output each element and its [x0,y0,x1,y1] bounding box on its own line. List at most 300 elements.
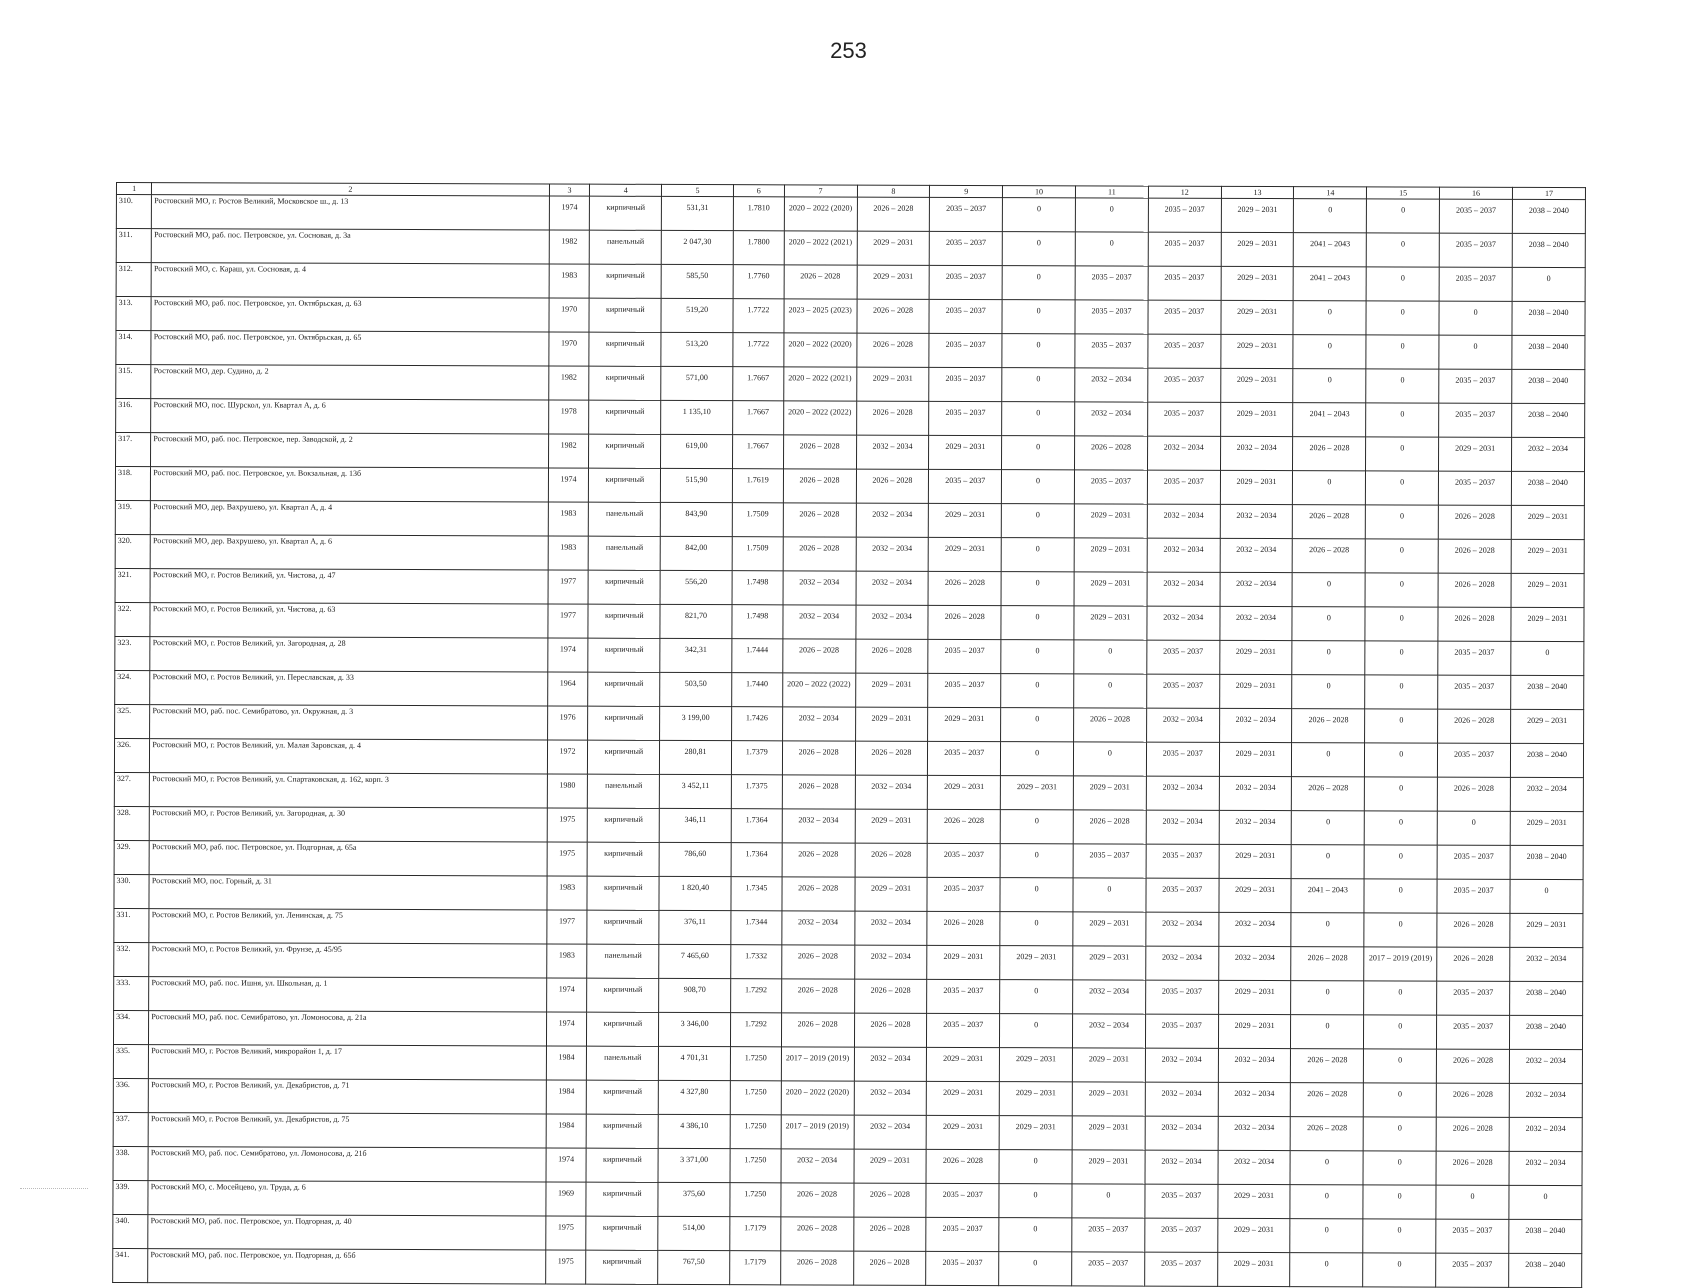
cell-area: 7 465,60 [659,944,731,978]
cell-wall-material: кирпичный [587,978,659,1012]
cell-period-9: 2029 – 2031 [929,503,1002,537]
cell-row-number: 336. [113,1078,148,1112]
cell-period-7: 2020 – 2022 (2020) [784,197,857,231]
cell-period-10: 0 [1000,844,1073,878]
cell-period-10: 0 [1001,572,1074,606]
cell-period-12: 2032 – 2034 [1145,1048,1218,1082]
cell-period-12: 2035 – 2037 [1148,198,1221,232]
column-number-8: 8 [857,185,930,197]
cell-area: 3 452,11 [660,774,732,808]
cell-period-8: 2032 – 2034 [854,911,927,945]
cell-period-15: 0 [1364,981,1437,1015]
cell-row-number: 332. [114,942,149,976]
cell-period-17: 2038 – 2040 [1510,743,1583,777]
cell-priority-index: 1.7810 [733,197,784,231]
cell-period-16: 2035 – 2037 [1437,879,1510,913]
cell-period-9: 2035 – 2037 [930,231,1003,265]
cell-period-11: 2029 – 2031 [1072,1048,1145,1082]
cell-period-7: 2026 – 2028 [781,945,854,979]
cell-row-number: 311. [116,229,151,263]
cell-wall-material: кирпичный [588,842,660,876]
cell-period-8: 2026 – 2028 [855,639,928,673]
cell-period-17: 2038 – 2040 [1509,1015,1582,1049]
cell-period-11: 2032 – 2034 [1072,1014,1145,1048]
table-row [114,908,1583,947]
cell-wall-material: кирпичный [586,1182,658,1216]
table-row [116,433,1585,472]
cell-row-number: 338. [113,1146,148,1180]
cell-area: 908,70 [659,978,731,1012]
cell-period-13: 2032 – 2034 [1218,946,1291,980]
cell-priority-index: 1.7345 [731,877,782,911]
cell-period-12: 2035 – 2037 [1147,470,1220,504]
cell-period-10: 0 [1001,674,1074,708]
cell-wall-material: кирпичный [588,604,660,638]
cell-row-number: 321. [115,568,150,602]
cell-priority-index: 1.7179 [730,1251,781,1285]
cell-period-14: 0 [1292,845,1365,879]
cell-period-14: 2026 – 2028 [1293,437,1366,471]
cell-row-number: 323. [115,636,150,670]
cell-period-14: 0 [1294,199,1367,233]
table-row [115,602,1584,641]
cell-period-12: 2032 – 2034 [1145,1116,1218,1150]
cell-period-10: 0 [1001,538,1074,572]
cell-period-16: 2035 – 2037 [1439,199,1512,233]
cell-period-13: 2029 – 2031 [1219,640,1292,674]
cell-area: 513,20 [661,332,733,366]
cell-period-9: 2035 – 2037 [929,299,1002,333]
cell-period-9: 2029 – 2031 [927,945,1000,979]
cell-period-8: 2029 – 2031 [854,1149,927,1183]
cell-address: Ростовский МО, раб. пос. Петровское, ул. Подгорная, д. 65а [149,841,546,876]
cell-period-17: 2038 – 2040 [1510,845,1583,879]
scan-mark [20,1188,88,1189]
cell-address: Ростовский МО, г. Ростов Великий, ул. Загородная, д. 28 [150,637,547,672]
cell-period-13: 2029 – 2031 [1221,300,1294,334]
cell-period-16: 2026 – 2028 [1437,777,1510,811]
cell-period-16: 2029 – 2031 [1439,437,1512,471]
cell-address: Ростовский МО, раб. пос. Семибратово, ул. Окружная, д. 3 [150,705,547,740]
cell-priority-index: 1.7800 [733,231,784,265]
table-row [114,772,1583,811]
cell-period-10: 0 [1000,878,1073,912]
cell-period-11: 0 [1074,640,1147,674]
cell-period-10: 0 [999,1184,1072,1218]
cell-period-7: 2026 – 2028 [780,1251,853,1285]
cell-period-12: 2032 – 2034 [1147,538,1220,572]
cell-row-number: 335. [113,1044,148,1078]
cell-period-11: 0 [1073,742,1146,776]
cell-area: 767,50 [658,1250,730,1284]
cell-address: Ростовский МО, раб. пос. Семибратово, ул. Ломоносова, д. 21б [148,1147,545,1182]
cell-period-14: 0 [1293,335,1366,369]
cell-wall-material: панельный [587,1046,659,1080]
cell-period-14: 2026 – 2028 [1291,1117,1364,1151]
column-number-4: 4 [590,184,662,196]
cell-period-7: 2026 – 2028 [781,979,854,1013]
cell-period-10: 2029 – 2031 [999,1082,1072,1116]
cell-row-number: 337. [113,1112,148,1146]
cell-address: Ростовский МО, г. Ростов Великий, ул. Декабристов, д. 75 [148,1113,545,1148]
page-number: 253 [830,38,867,63]
cell-period-7: 2026 – 2028 [783,469,856,503]
cell-period-8: 2032 – 2034 [856,435,929,469]
cell-period-15: 0 [1364,845,1437,879]
cell-period-13: 2032 – 2034 [1220,504,1293,538]
cell-row-number: 322. [115,602,150,636]
column-number-12: 12 [1148,186,1221,198]
cell-row-number: 330. [114,874,149,908]
cell-period-9: 2035 – 2037 [928,741,1001,775]
cell-priority-index: 1.7364 [731,843,782,877]
cell-period-9: 2035 – 2037 [927,877,1000,911]
cell-period-9: 2029 – 2031 [928,775,1001,809]
cell-period-13: 2029 – 2031 [1218,980,1291,1014]
cell-build-year: 1982 [549,230,590,264]
cell-address: Ростовский МО, г. Ростов Великий, ул. Спартаковская, д. 162, корп. 3 [150,773,547,808]
cell-period-15: 0 [1365,811,1438,845]
cell-period-12: 2035 – 2037 [1146,742,1219,776]
cell-address: Ростовский МО, раб. пос. Семибратово, ул. Ломоносова, д. 21а [149,1011,546,1046]
table-row [113,1078,1582,1117]
cell-wall-material: кирпичный [586,1216,658,1250]
cell-wall-material: кирпичный [587,876,659,910]
cell-wall-material: кирпичный [589,366,661,400]
cell-address: Ростовский МО, г. Ростов Великий, Московское ш., д. 13 [152,195,549,230]
cell-period-12: 2032 – 2034 [1147,504,1220,538]
cell-period-13: 2029 – 2031 [1217,1252,1290,1286]
cell-period-7: 2026 – 2028 [783,503,856,537]
cell-wall-material: панельный [587,944,659,978]
cell-area: 1 820,40 [659,876,731,910]
cell-row-number: 325. [115,704,150,738]
cell-period-11: 2029 – 2031 [1074,504,1147,538]
cell-wall-material: панельный [589,502,661,536]
table-row [113,1248,1582,1287]
column-number-14: 14 [1294,187,1367,199]
cell-period-10: 0 [1000,810,1073,844]
cell-area: 4 327,80 [658,1080,730,1114]
cell-period-8: 2026 – 2028 [853,1251,926,1285]
cell-period-10: 0 [999,1150,1072,1184]
cell-build-year: 1983 [546,944,587,978]
cell-period-15: 0 [1366,437,1439,471]
cell-period-14: 0 [1292,743,1365,777]
cell-period-14: 0 [1291,1015,1364,1049]
table-row [113,1112,1582,1151]
cell-period-8: 2032 – 2034 [854,1081,927,1115]
cell-period-9: 2026 – 2028 [927,911,1000,945]
cell-address: Ростовский МО, дер. Вахрушево, ул. Квартал А, д. 6 [150,535,547,570]
cell-period-14: 2026 – 2028 [1291,1049,1364,1083]
cell-build-year: 1977 [548,570,589,604]
cell-period-8: 2026 – 2028 [856,401,929,435]
table-row [116,263,1585,302]
cell-period-7: 2032 – 2034 [781,1149,854,1183]
cell-period-11: 2029 – 2031 [1072,1116,1145,1150]
cell-period-13: 2032 – 2034 [1218,1150,1291,1184]
cell-period-15: 0 [1365,743,1438,777]
cell-period-7: 2026 – 2028 [782,843,855,877]
cell-period-15: 0 [1365,607,1438,641]
cell-build-year: 1969 [546,1182,587,1216]
cell-row-number: 328. [114,806,149,840]
cell-address: Ростовский МО, раб. пос. Петровское, ул. Октябрьская, д. 65 [151,331,548,366]
cell-period-13: 2032 – 2034 [1218,1082,1291,1116]
cell-period-15: 0 [1364,913,1437,947]
cell-area: 519,20 [661,298,733,332]
cell-period-17: 2029 – 2031 [1511,607,1584,641]
cell-period-11: 2029 – 2031 [1073,912,1146,946]
cell-period-17: 2038 – 2040 [1510,981,1583,1015]
cell-priority-index: 1.7344 [731,911,782,945]
cell-period-8: 2029 – 2031 [856,367,929,401]
cell-area: 619,00 [661,434,733,468]
cell-period-12: 2032 – 2034 [1146,946,1219,980]
cell-period-9: 2029 – 2031 [927,1081,1000,1115]
cell-period-14: 2041 – 2043 [1291,879,1364,913]
cell-period-10: 0 [1000,980,1073,1014]
cell-address: Ростовский МО, раб. пос. Петровское, ул. Вокзальная, д. 13б [151,467,548,502]
cell-period-14: 0 [1292,607,1365,641]
cell-priority-index: 1.7250 [730,1047,781,1081]
cell-period-9: 2029 – 2031 [926,1115,999,1149]
table-row [114,840,1583,879]
cell-row-number: 334. [113,1010,148,1044]
cell-period-10: 0 [1002,232,1075,266]
cell-period-10: 0 [1001,640,1074,674]
cell-address: Ростовский МО, дер. Судино, д. 2 [151,365,548,400]
cell-area: 376,11 [659,910,731,944]
cell-area: 531,31 [662,196,734,230]
cell-period-11: 2035 – 2037 [1075,300,1148,334]
cell-wall-material: панельный [589,536,661,570]
cell-wall-material: кирпичный [586,1148,658,1182]
cell-period-14: 0 [1292,641,1365,675]
cell-period-13: 2032 – 2034 [1220,538,1293,572]
cell-period-12: 2035 – 2037 [1145,980,1218,1014]
cell-build-year: 1984 [546,1046,587,1080]
cell-period-14: 0 [1293,369,1366,403]
cell-row-number: 317. [116,433,151,467]
table-row [115,568,1584,607]
table-row [113,1180,1582,1219]
cell-area: 280,81 [660,740,732,774]
cell-period-12: 2035 – 2037 [1146,878,1219,912]
cell-priority-index: 1.7760 [733,265,784,299]
cell-period-12: 2032 – 2034 [1145,1150,1218,1184]
cell-period-15: 0 [1365,709,1438,743]
cell-priority-index: 1.7619 [732,469,783,503]
cell-period-16: 2026 – 2028 [1437,947,1510,981]
cell-period-7: 2020 – 2022 (2021) [784,231,857,265]
table-row [116,365,1585,404]
cell-address: Ростовский МО, пос. Горный, д. 31 [149,875,546,910]
cell-period-17: 2038 – 2040 [1511,471,1584,505]
cell-address: Ростовский МО, г. Ростов Великий, ул. Фрунзе, д. 45/95 [149,943,546,978]
cell-period-13: 2029 – 2031 [1220,368,1293,402]
cell-period-15: 0 [1363,1151,1436,1185]
cell-period-11: 2035 – 2037 [1072,1252,1145,1286]
cell-period-11: 0 [1073,878,1146,912]
cell-period-15: 0 [1366,471,1439,505]
cell-build-year: 1984 [546,1114,587,1148]
cell-period-16: 2035 – 2037 [1439,471,1512,505]
cell-address: Ростовский МО, с. Мосейцево, ул. Труда, д. 6 [148,1181,545,1216]
cell-period-17: 0 [1509,1185,1582,1219]
cell-period-17: 2029 – 2031 [1510,811,1583,845]
cell-period-13: 2032 – 2034 [1218,912,1291,946]
cell-priority-index: 1.7426 [731,707,782,741]
cell-period-15: 0 [1364,1015,1437,1049]
cell-row-number: 327. [114,772,149,806]
cell-period-7: 2026 – 2028 [780,1217,853,1251]
column-number-7: 7 [784,185,857,197]
cell-period-14: 0 [1291,913,1364,947]
cell-period-10: 0 [1001,742,1074,776]
cell-period-17: 2038 – 2040 [1512,301,1585,335]
cell-period-15: 0 [1366,369,1439,403]
cell-period-11: 2029 – 2031 [1074,606,1147,640]
cell-period-11: 2032 – 2034 [1075,402,1148,436]
cell-wall-material: панельный [588,774,660,808]
cell-wall-material: кирпичный [588,740,660,774]
cell-build-year: 1972 [547,740,588,774]
cell-period-9: 2035 – 2037 [929,265,1002,299]
cell-period-11: 0 [1072,1184,1145,1218]
cell-address: Ростовский МО, раб. пос. Петровское, пер. Заводской, д. 2 [151,433,548,468]
cell-period-17: 2038 – 2040 [1509,1253,1582,1287]
cell-address: Ростовский МО, раб. пос. Петровское, ул. Сосновая, д. 3а [152,229,549,264]
cell-period-11: 2035 – 2037 [1072,1218,1145,1252]
column-number-9: 9 [930,185,1003,197]
cell-period-14: 0 [1293,471,1366,505]
cell-area: 3 346,00 [659,1012,731,1046]
cell-period-15: 0 [1364,1083,1437,1117]
cell-priority-index: 1.7364 [731,809,782,843]
cell-period-14: 2026 – 2028 [1291,1083,1364,1117]
column-number-15: 15 [1367,187,1440,199]
cell-period-14: 0 [1290,1253,1363,1287]
cell-period-11: 2032 – 2034 [1075,368,1148,402]
cell-period-11: 2035 – 2037 [1074,470,1147,504]
cell-period-8: 2029 – 2031 [855,673,928,707]
cell-address: Ростовский МО, раб. пос. Ишня, ул. Школьная, д. 1 [149,977,546,1012]
cell-period-13: 2032 – 2034 [1219,708,1292,742]
cell-period-15: 0 [1363,1117,1436,1151]
cell-period-11: 2032 – 2034 [1073,980,1146,1014]
cell-area: 821,70 [660,604,732,638]
cell-wall-material: кирпичный [590,264,662,298]
cell-period-13: 2029 – 2031 [1219,878,1292,912]
cell-period-11: 2029 – 2031 [1074,572,1147,606]
cell-period-14: 0 [1290,1151,1363,1185]
cell-period-13: 2032 – 2034 [1219,810,1292,844]
cell-area: 1 135,10 [661,400,733,434]
cell-period-8: 2026 – 2028 [854,1013,927,1047]
cell-period-16: 2026 – 2028 [1436,1083,1509,1117]
cell-wall-material: кирпичный [587,1114,659,1148]
cell-period-14: 0 [1293,301,1366,335]
cell-period-16: 2035 – 2037 [1437,981,1510,1015]
table-row [113,1214,1582,1253]
cell-build-year: 1982 [548,366,589,400]
cell-period-11: 2029 – 2031 [1074,538,1147,572]
cell-period-9: 2035 – 2037 [927,1013,1000,1047]
cell-period-17: 0 [1511,641,1584,675]
cell-priority-index: 1.7440 [732,673,783,707]
cell-period-16: 2026 – 2028 [1438,709,1511,743]
cell-period-13: 2032 – 2034 [1219,776,1292,810]
cell-period-9: 2026 – 2028 [926,1149,999,1183]
cell-period-14: 2026 – 2028 [1293,505,1366,539]
cell-period-11: 0 [1074,674,1147,708]
cell-period-16: 2026 – 2028 [1438,573,1511,607]
cell-address: Ростовский МО, раб. пос. Петровское, ул. Подгорная, д. 40 [148,1215,545,1250]
column-number-10: 10 [1003,186,1076,198]
cell-build-year: 1974 [546,1148,587,1182]
cell-period-16: 2026 – 2028 [1438,505,1511,539]
cell-priority-index: 1.7722 [733,333,784,367]
cell-period-17: 2032 – 2034 [1509,1151,1582,1185]
cell-period-15: 0 [1364,1049,1437,1083]
cell-period-10: 0 [1002,470,1075,504]
cell-row-number: 339. [113,1180,148,1214]
cell-wall-material: кирпичный [589,434,661,468]
cell-row-number: 313. [116,297,151,331]
cell-row-number: 318. [115,467,150,501]
cell-period-16: 2035 – 2037 [1439,369,1512,403]
cell-period-13: 2029 – 2031 [1219,742,1292,776]
cell-period-14: 0 [1291,981,1364,1015]
table-row [116,229,1585,268]
cell-period-16: 2035 – 2037 [1438,675,1511,709]
cell-period-12: 2035 – 2037 [1146,844,1219,878]
cell-row-number: 331. [114,908,149,942]
column-number-17: 17 [1512,187,1585,199]
cell-period-8: 2026 – 2028 [856,333,929,367]
cell-period-7: 2026 – 2028 [782,877,855,911]
column-number-1: 1 [116,183,151,195]
cell-period-10: 0 [1002,368,1075,402]
cell-wall-material: кирпичный [588,808,660,842]
cell-period-15: 0 [1363,1185,1436,1219]
cell-period-13: 2029 – 2031 [1219,844,1292,878]
cell-period-8: 2029 – 2031 [854,877,927,911]
cell-period-17: 2032 – 2034 [1510,947,1583,981]
table-row [113,1044,1582,1083]
cell-period-12: 2035 – 2037 [1145,1218,1218,1252]
table-row [114,976,1583,1015]
cell-build-year: 1975 [547,808,588,842]
cell-period-9: 2029 – 2031 [928,537,1001,571]
cell-period-16: 2035 – 2037 [1438,743,1511,777]
cell-period-13: 2029 – 2031 [1220,470,1293,504]
cell-priority-index: 1.7498 [732,605,783,639]
table-row [115,534,1584,573]
cell-period-13: 2029 – 2031 [1217,1218,1290,1252]
cell-period-9: 2035 – 2037 [928,673,1001,707]
cell-wall-material: кирпичный [586,1250,658,1284]
cell-period-9: 2035 – 2037 [926,1183,999,1217]
cell-period-11: 2026 – 2028 [1074,708,1147,742]
cell-build-year: 1975 [545,1250,586,1284]
cell-build-year: 1983 [549,264,590,298]
cell-build-year: 1974 [546,978,587,1012]
cell-period-17: 2032 – 2034 [1509,1083,1582,1117]
cell-period-16: 2026 – 2028 [1438,539,1511,573]
